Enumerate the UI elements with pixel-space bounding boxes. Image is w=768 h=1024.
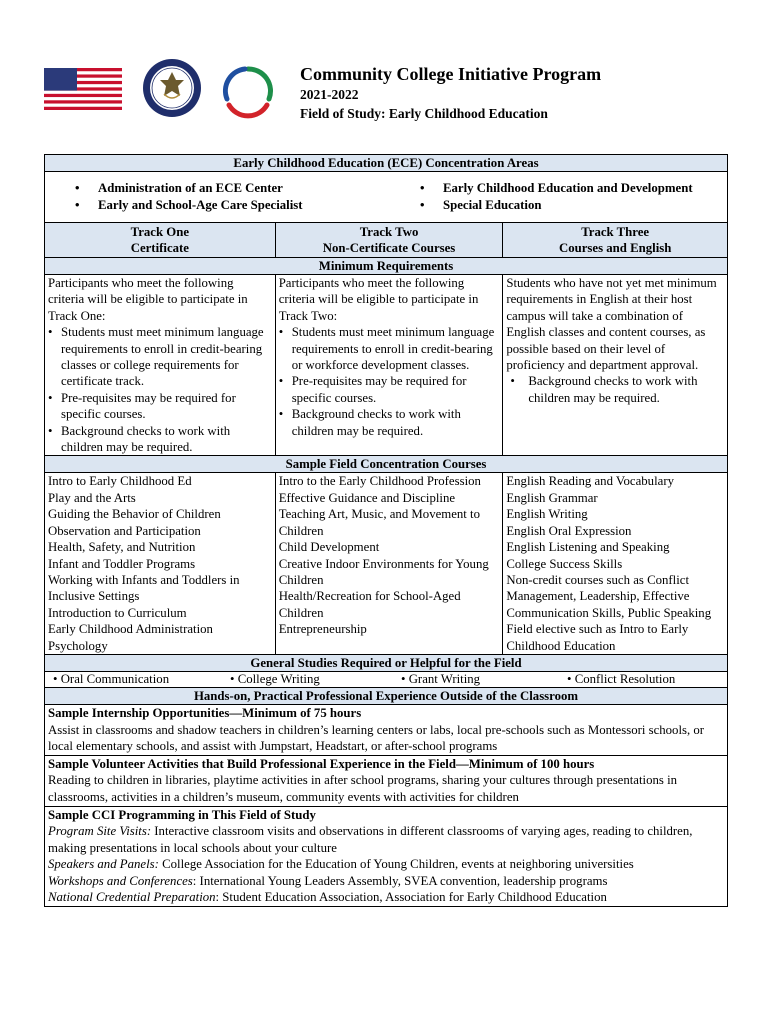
cci-programming-title: Sample CCI Programming in This Field of Study: [48, 807, 316, 822]
list-item: Child Development: [278, 540, 380, 555]
concentration-title: Early Childhood Education (ECE) Concentration Areas: [45, 155, 728, 172]
track-one-header: Track One Certificate: [45, 223, 276, 258]
concentration-item: • Early Childhood Education and Development: [390, 180, 720, 197]
list-item: • College Writing: [230, 671, 320, 686]
list-item: College Success Skills: [506, 556, 623, 571]
list-item: Health, Safety, and Nutrition: [48, 540, 196, 555]
list-item: Infant and Toddler Programs: [48, 556, 196, 571]
list-item: Entrepreneurship: [278, 622, 367, 637]
list-item: Guiding the Behavior of Children: [48, 507, 221, 522]
track-one-courses: [45, 473, 276, 654]
list-item: National Credential Preparation: Student Education Association, Association for Early Childhood Education: [48, 890, 607, 905]
list-item: • Pre-requisites may be required for specific courses.: [48, 390, 272, 423]
list-item: English Writing: [506, 507, 588, 522]
general-studies-title: General Studies Required or Helpful for the Field: [45, 654, 728, 671]
list-item: • Background checks to work with children may be required.: [279, 406, 500, 439]
field-of-study: Field of Study: Early Childhood Education: [300, 106, 548, 121]
list-item: Speakers and Panels: College Association for the Education of Young Children, events at neighboring universities: [48, 857, 634, 872]
track-three-header: Track Three Courses and English: [503, 223, 728, 258]
list-item: • Students must meet minimum language requirements to enroll in credit-bearing or workforce development classes.: [279, 324, 500, 373]
list-item: • Oral Communication: [53, 671, 170, 686]
program-title: Community College Initiative Program: [300, 64, 602, 84]
program-year: 2021-2022: [300, 87, 359, 102]
list-item: • Background checks to work with children may be required.: [48, 423, 272, 456]
track-one-requirements: Participants who meet the following criteria will be eligible to participate in Track One: • Students must meet minimum language requirements to enroll in credit-bearing classes or college requirements for certificate track. • Pre-requisites may be required for specific courses. • Background checks to work with children may be required.: [45, 275, 276, 456]
list-item: English Listening and Speaking: [506, 540, 670, 555]
department-seal-icon: [142, 58, 202, 118]
track-two-header: Track Two Non-Certificate Courses: [275, 223, 503, 258]
document-header: [0, 0, 768, 150]
list-item: Teaching Art, Music, and Movement to Children: [278, 507, 481, 538]
volunteer-text: Reading to children in libraries, playtime activities in after school programs, sharing your cultures through presentations in classrooms, activities in a children’s museum, community events with activities for children: [48, 773, 678, 804]
track-three-courses: [503, 473, 728, 654]
list-item: Non-credit courses such as Conflict Management, Leadership, Effective Communication Skills, Public Speaking: [506, 572, 712, 620]
list-item: Health/Recreation for School-Aged Children: [278, 589, 461, 620]
concentration-item: • Administration of an ECE Center: [45, 180, 390, 197]
list-item: Field elective such as Intro to Early Childhood Education: [506, 622, 689, 653]
track-three-requirements: Students who have not yet met minimum requirements in English at their host campus will take a combination of English classes and content courses, as possible based on their level of proficiency and department approval. • Background checks to work with children may be required.: [503, 275, 728, 456]
cci-program-logo-icon: [217, 63, 279, 119]
list-item: Program Site Visits: Interactive classroom visits and observations in different classrooms of varying ages, reading to children, making presentations in local schools about your culture: [48, 824, 693, 855]
list-item: Observation and Participation: [48, 523, 201, 538]
header-titles: [300, 64, 601, 123]
internship-title: Sample Internship Opportunities—Minimum of 75 hours: [48, 705, 362, 720]
list-item: English Reading and Vocabulary: [506, 474, 674, 489]
list-item: • Grant Writing: [401, 671, 481, 686]
list-item: English Oral Expression: [506, 523, 632, 538]
concentration-item: • Special Education: [390, 197, 720, 214]
sample-courses-title: Sample Field Concentration Courses: [45, 456, 728, 473]
list-item: • Conflict Resolution: [567, 671, 676, 686]
cci-programming-section: [45, 806, 728, 907]
minimum-requirements-title: Minimum Requirements: [45, 258, 728, 275]
track-two-requirements: Participants who meet the following criteria will be eligible to participate in Track Two: • Students must meet minimum language requirements to enroll in credit-bearing or workforce development classes. • Pre-requisites may be required for specific courses. • Background checks to work with children may be required.: [275, 275, 503, 456]
list-item: Creative Indoor Environments for Young Children: [278, 556, 489, 587]
list-item: Intro to Early Childhood Ed: [48, 474, 192, 489]
volunteer-title: Sample Volunteer Activities that Build Professional Experience in the Field—Minimum of 100 hours: [48, 756, 595, 771]
list-item: Working with Infants and Toddlers in Inclusive Settings: [48, 572, 240, 604]
volunteer-section: [45, 755, 728, 806]
list-item: English Grammar: [506, 490, 598, 505]
list-item: Play and the Arts: [48, 490, 136, 505]
internship-section: [45, 704, 728, 755]
list-item: Intro to the Early Childhood Profession: [278, 474, 481, 489]
list-item: Introduction to Curriculum: [48, 605, 187, 620]
list-item: Psychology: [48, 638, 108, 653]
list-item: • Background checks to work with children may be required.: [506, 373, 724, 406]
concentration-item: • Early and School-Age Care Specialist: [45, 197, 390, 214]
list-item: • Students must meet minimum language requirements to enroll in credit-bearing classes or college requirements for certificate track.: [48, 324, 272, 390]
us-flag-icon: [44, 68, 122, 110]
list-item: Effective Guidance and Discipline: [278, 490, 456, 505]
internship-text: Assist in classrooms and shadow teachers in children’s learning centers or labs, local pre-schools such as Montessori schools, or local elementary schools, and assist with Jumpstart, Headstart, or after-school programs: [48, 722, 705, 754]
concentration-areas: [45, 172, 728, 223]
list-item: Early Childhood Administration: [48, 622, 213, 637]
general-studies-items: [45, 671, 728, 687]
program-table: [44, 154, 728, 907]
hands-on-title: Hands-on, Practical Professional Experience Outside of the Classroom: [45, 687, 728, 704]
list-item: • Pre-requisites may be required for specific courses.: [279, 373, 500, 406]
track-two-courses: [275, 473, 503, 654]
list-item: Workshops and Conferences: International Young Leaders Assembly, SVEA convention, leadership programs: [48, 873, 608, 888]
